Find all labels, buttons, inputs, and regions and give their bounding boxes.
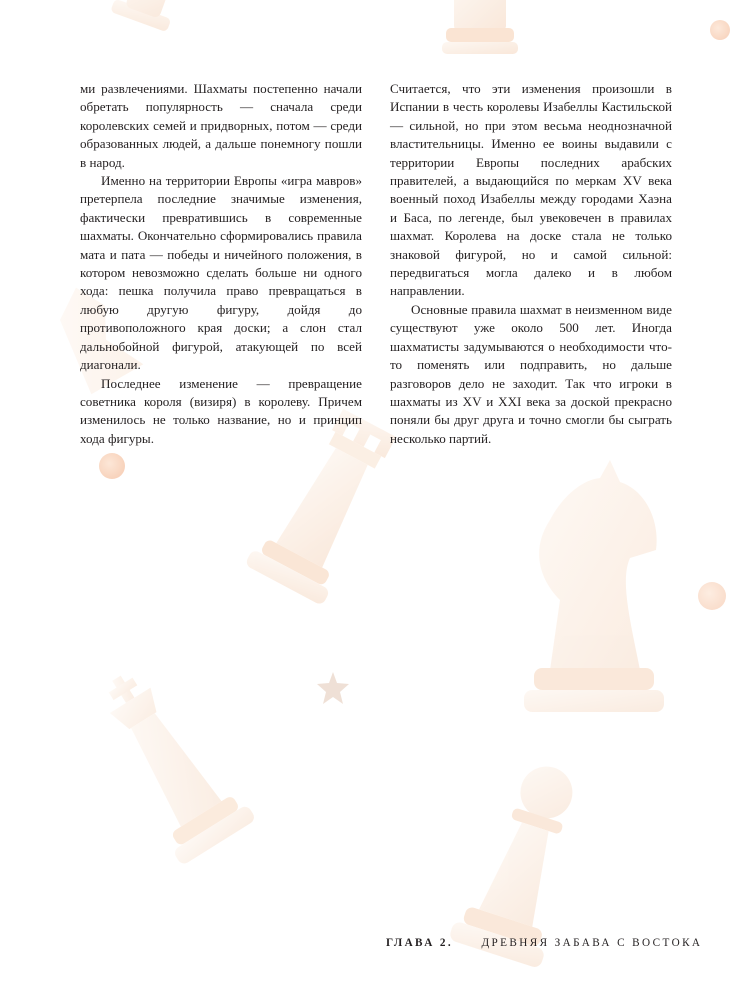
knight-icon <box>524 460 664 712</box>
paragraph: Считается, что эти изменения произошли в Испании в честь королевы Изабеллы Кастильской — сильной, но при этом весьма неоднозначной властительницы. Именно ее воины выдавили с территории Европы последних арабских правителей, а выдающийся по меркам XV века военный поход Изабеллы между городами Хаэна и Баса, по легенде, был увековечен в правилах шахмат. Королева на доске стала не только знаковой фигурой, но и самой сильной: передвигаться могла далеко и в любом направлении. <box>390 81 672 299</box>
star-icon <box>317 672 349 704</box>
paragraph: ми развлечениями. Шахматы постепенно начали обретать популярность — сначала среди королевских семей и придворных, потом — среди образованных людей, а дальше понемногу пошли в народ. <box>80 81 362 170</box>
pawn-icon <box>110 0 181 32</box>
chapter-title: ДРЕВНЯЯ ЗАБАВА С ВОСТОКА <box>481 937 703 949</box>
dot-icon <box>99 453 125 479</box>
dot-icon <box>710 20 730 40</box>
rook-icon <box>442 0 518 54</box>
left-text-column <box>80 80 362 448</box>
right-text-column <box>390 80 672 448</box>
chapter-number: ГЛАВА 2. <box>386 937 454 949</box>
paragraph: Именно на территории Европы «игра мавров» претерпела последние значимые изменения, фактически превратившись в современные шахматы. Окончательно сформировались правила мата и пата — победы и ничейного положения, в котором невозможно сделать больше ни одного хода: пешка получила право превращаться в любую другую фигуру, дойдя до противоположного края доски; а слон стал дальнобойной фигурой, атакующей по всей диагонали. <box>80 173 362 373</box>
king-icon <box>79 655 256 866</box>
dot-icon <box>698 582 726 610</box>
paragraph: Основные правила шахмат в неизменном виде существуют уже около 500 лет. Иногда шахматисты задумываются о необходимости что-то поменять или подправить, но дальше разговоров дело не заходит. Так что игроки в шахматы из XV и XXI века за доской прекрасно поняли бы друг друга и точно смогли бы сыграть несколько партий. <box>390 301 672 446</box>
paragraph: Последнее изменение — превращение советника короля (визиря) в королеву. Причем изменилось не только название, но и принцип хода фигуры. <box>80 375 362 446</box>
running-footer <box>386 937 703 949</box>
